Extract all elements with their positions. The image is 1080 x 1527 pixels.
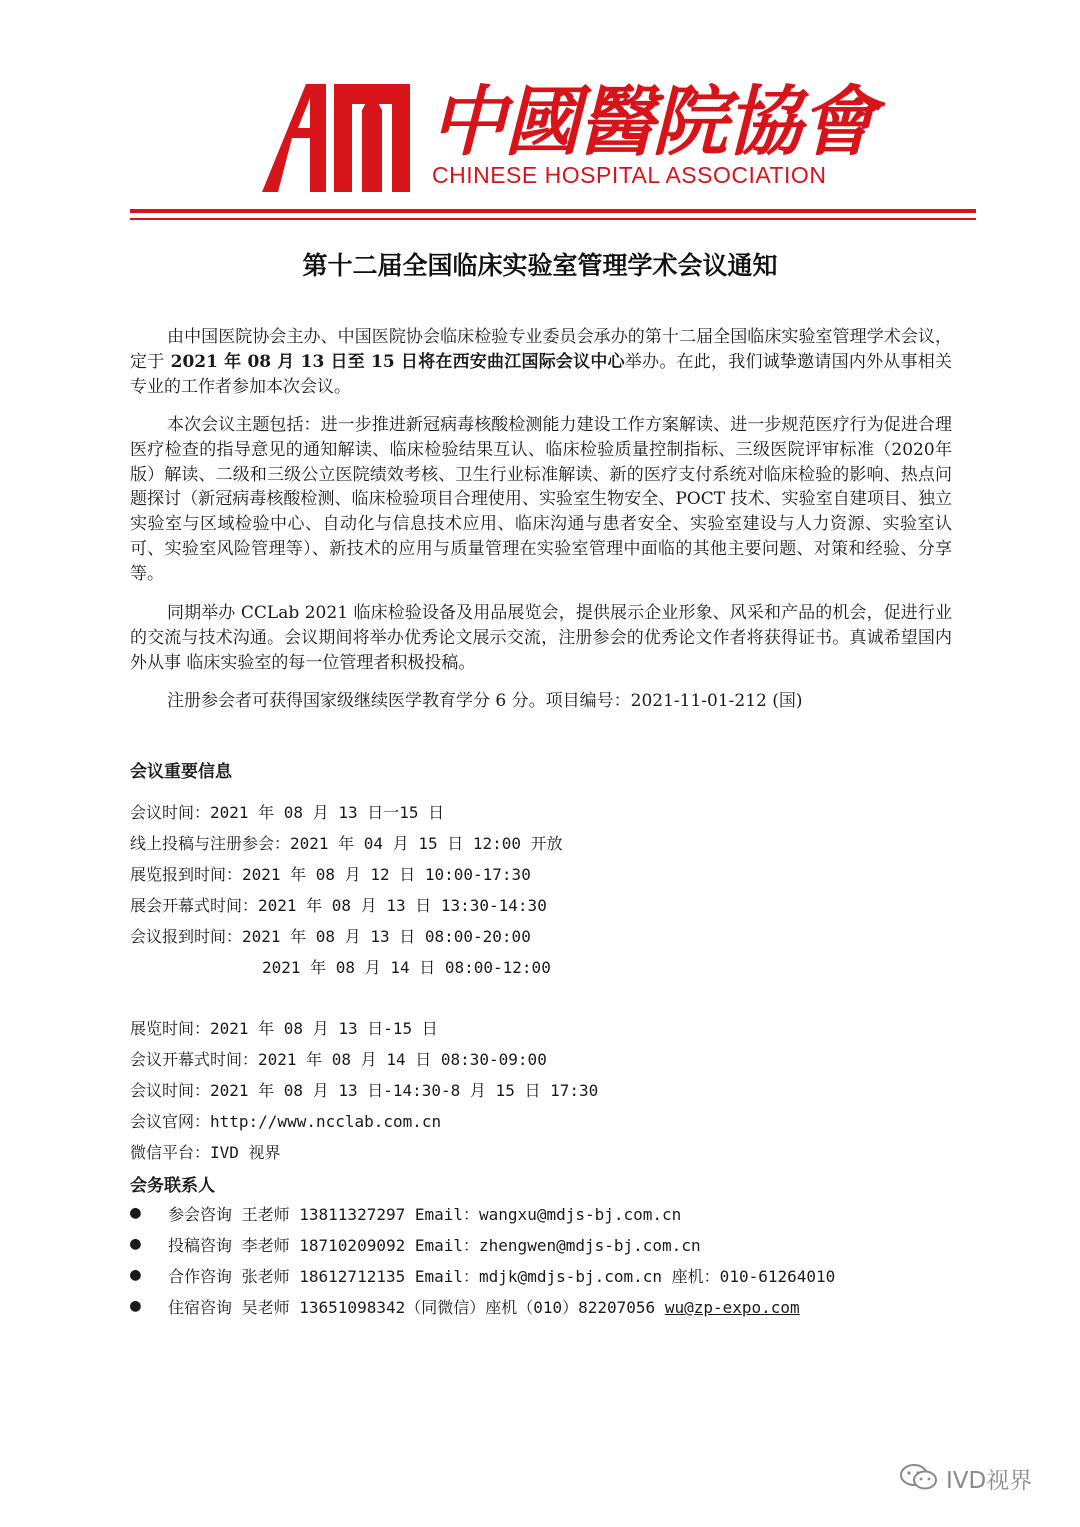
email-link[interactable]: wu@zp-expo.com [664,1298,800,1317]
contact-text [168,1295,800,1318]
info-website: 会议官网：http://www.ncclab.com.cn [130,1112,442,1131]
paragraph-credits [130,689,952,714]
intro-date-venue: 2021 年 08 月 13 日至 15 日将在西安曲江国际会议中心 [164,351,625,372]
header-divider-thick [130,209,976,213]
info-line: 会议时间：2021 年 08 月 13 日一15 日 [130,803,445,822]
wechat-icon [898,1462,940,1492]
info-line: 会议开幕式时间：2021 年 08 月 14 日 08:30-09:00 [130,1050,547,1069]
info-wechat: 微信平台：IVD 视界 [130,1143,281,1162]
paragraph-intro [130,325,952,399]
contact-text: 参会咨询 王老师 13811327297 Email：wangxu@mdjs-bj.com.cn [168,1205,682,1224]
info-line: 展会开幕式时间：2021 年 08 月 13 日 13:30-14:30 [130,896,547,915]
info-line: 线上投稿与注册参会：2021 年 04 月 15 日 12:00 开放 [130,834,563,853]
info-line: 2021 年 08 月 14 日 08:00-12:00 [262,958,551,977]
topics-text: 本次会议主题包括：进一步推进新冠病毒核酸检测能力建设工作方案解读、进一步规范医疗行为促进合理医疗检查的指导意见的通知解读、临床检验结果互认、临床检验质量控制指标、三级医院评审标准（2020年版）解读、二级和三级公立医院绩效考核、卫生行业标准解读、新的医疗支付系统对临床检验的影响、热点问题探讨（新冠病毒核酸检测、临床检验项目合理使用、实验室生物安全、POCT 技术、实验室自建项目、独立实验室与区域检验中心、自动化与信息技术应用、临床沟通与患者安全、实验室建设与人力资源、实验室认可、实验室风险管理等）、新技术的应用与质量管理在实验室管理中面临的其他主要问题、对策和经验、分享等。 [130,415,952,584]
logo-english-name: CHINESE HOSPITAL ASSOCIATION [432,162,827,188]
bullet-icon: ● [130,1264,141,1285]
exhibition-text: 同期举办 CCLab 2021 临床检验设备及用品展览会，提供展示企业形象、风采和产品的机会，促进行业的交流与技术沟通。会议期间将举办优秀论文展示交流，注册参会的优秀论文作者将获得证书。真诚希望国内外从事 临床实验室的每一位管理者积极投稿。 [130,603,952,673]
info-line: 展览时间：2021 年 08 月 13 日-15 日 [130,1019,438,1038]
contact-text: 合作咨询 张老师 18612712135 Email：mdjk@mdjs-bj.com.cn 座机：010-61264010 [168,1267,836,1286]
association-logo [262,77,874,198]
intro-text-b: 举办。在此，我们诚挚邀请国内外从事相关专业的工作者参加本次会议。 [130,351,953,397]
credits-text: 注册参会者可获得国家级继续医学教育学分 6 分。项目编号：2021-11-01-212 (国) [167,691,803,711]
contact-text: 投稿咨询 李老师 18710209092 Email：zhengwen@mdjs-bj.com.cn [168,1236,701,1255]
bullet-icon: ● [130,1295,141,1316]
logo-chinese-name: 中國醫院協會 [430,77,874,166]
paragraph-topics [130,413,952,587]
bullet-icon: ● [130,1202,141,1223]
page-title: 第十二届全国临床实验室管理学术会议通知 [302,251,778,280]
header-divider-thin [130,218,976,220]
watermark-text: IVD视界 [946,1468,1033,1494]
info-line: 展览报到时间：2021 年 08 月 12 日 10:00-17:30 [130,865,531,884]
paragraph-exhibition [130,601,952,675]
info-heading: 会议重要信息 [130,762,232,782]
watermark [898,1458,1058,1498]
intro-text-a: 由中国医院协会主办、中国医院协会临床检验专业委员会承办的第十二届全国临床实验室管理学术会议，定于 [130,327,952,372]
logo-emblem-icon [262,84,410,192]
info-line: 会议报到时间：2021 年 08 月 13 日 08:00-20:00 [130,927,531,946]
info-line: 会议时间：2021 年 08 月 13 日-14:30-8 月 15 日 17:30 [130,1081,599,1100]
contacts-heading: 会务联系人 [130,1176,215,1196]
contact-text-main: 住宿咨询 吴老师 13651098342（同微信）座机（010）82207056 [168,1298,665,1317]
bullet-icon: ● [130,1233,141,1254]
